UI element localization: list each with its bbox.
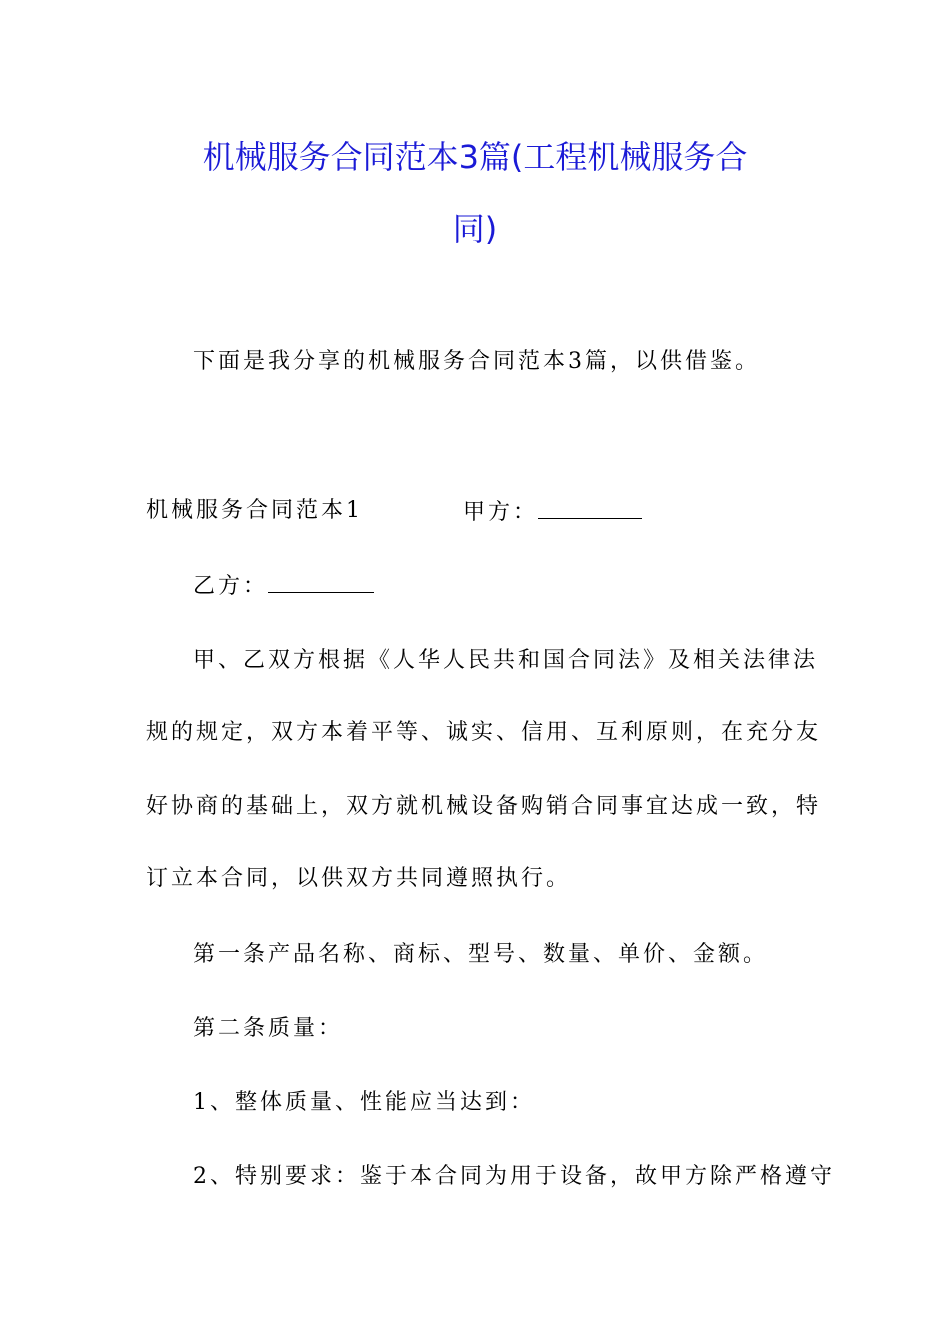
- article-2: 第二条质量：: [193, 1016, 344, 1041]
- party-b-label: 乙方：: [193, 574, 269, 599]
- party-a-line: [463, 496, 642, 528]
- party-b-line: [193, 570, 374, 602]
- article-1: 第一条产品名称、商标、型号、数量、单价、金额。: [193, 942, 769, 967]
- sample-1-heading: 机械服务合同范本1: [146, 498, 363, 523]
- article-2-item-2: 2、特别要求：鉴于本合同为用于设备，故甲方除严格遵守: [193, 1164, 835, 1189]
- party-b-blank: [268, 570, 374, 593]
- paragraph-1-line-4: 订立本合同，以供双方共同遵照执行。: [146, 866, 572, 891]
- document-title-line-2: 同): [452, 210, 498, 248]
- party-a-label: 甲方：: [463, 500, 539, 525]
- document-title-line-1: 机械服务合同范本3篇(工程机械服务合: [202, 138, 748, 176]
- paragraph-1-line-1: 甲、乙双方根据《人华人民共和国合同法》及相关法律法: [193, 648, 819, 673]
- party-a-blank: [538, 496, 642, 519]
- paragraph-1-line-2: 规的规定，双方本着平等、诚实、信用、互利原则，在充分友: [146, 720, 822, 745]
- paragraph-1-line-3: 好协商的基础上，双方就机械设备购销合同事宜达成一致，特: [146, 794, 822, 819]
- article-2-item-1: 1、整体质量、性能应当达到：: [193, 1090, 535, 1115]
- intro-paragraph: 下面是我分享的机械服务合同范本3篇，以供借鉴。: [193, 349, 760, 374]
